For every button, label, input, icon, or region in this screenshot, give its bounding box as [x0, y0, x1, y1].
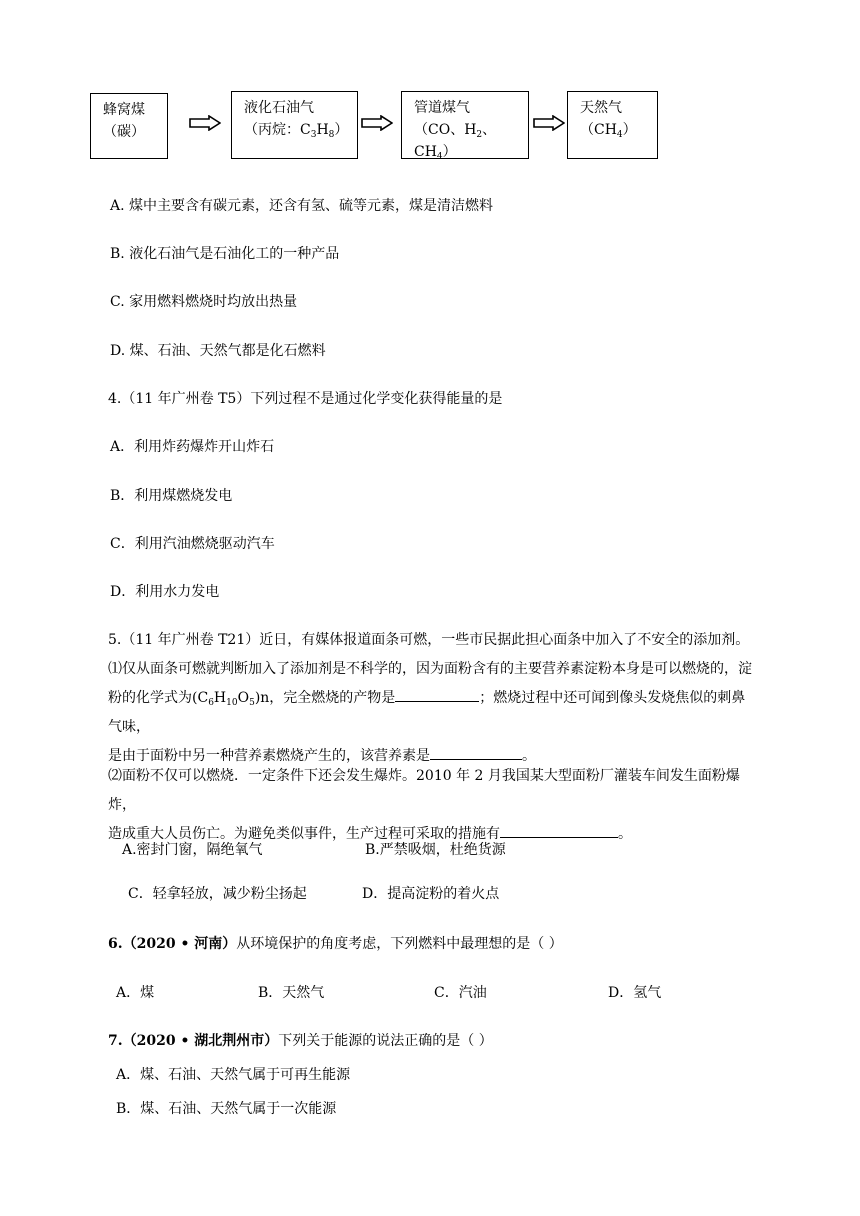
q5-part1-line2: 粉的化学式为$(C_6H_{10}O_5)n$，完全燃烧的产物是 ；燃烧过程中还可闻到像头发烧焦似的刺鼻气味，: [108, 684, 758, 742]
q5-part2-line1: ⑵面粉不仅可以燃烧．一定条件下还会发生爆炸。2010 年 2 月我国某大型面粉厂灌装车间发生面粉爆炸，: [108, 768, 740, 813]
q7-stem: 7.（2020 • 湖北荆州市）下列关于能源的说法正确的是（ ）: [108, 1033, 493, 1049]
q6-option-a: A．煤: [116, 985, 155, 1001]
q4-stem: 4.（11 年广州卷 T5）下列过程不是通过化学变化获得能量的是: [108, 391, 503, 407]
flow-box-formula: $(CH_4)$: [580, 122, 637, 140]
answer-blank[interactable]: [430, 745, 522, 760]
q6-option-d: D．氢气: [608, 985, 662, 1001]
q3-option-d: D. 煤、石油、天然气都是化石燃料: [110, 343, 326, 359]
q5-option-b: B.严禁吸烟，杜绝货源: [365, 842, 506, 858]
flow-box-honeycomb-coal: [90, 93, 168, 159]
q3-option-a: A. 煤中主要含有碳元素，还含有氢、硫等元素，煤是清洁燃料: [110, 198, 494, 214]
q6-stem: 6.（2020 • 河南）从环境保护的角度考虑，下列燃料中最理想的是（ ）: [108, 936, 563, 952]
flow-box-pipeline-gas: [401, 91, 529, 162]
q5-option-d: D．提高淀粉的着火点: [362, 886, 500, 902]
q4-option-b: B．利用煤燃烧发电: [110, 488, 233, 504]
q5-part1-line3: 是由于面粉中另一种营养素燃烧产生的，该营养素是 。: [108, 742, 758, 771]
q5-option-c: C．轻拿轻放，减少粉尘扬起: [128, 886, 307, 902]
flow-box-title: 蜂窝煤: [103, 102, 145, 118]
flow-box-title: 管道煤气: [414, 100, 470, 116]
q4-option-c: C．利用汽油燃烧驱动汽车: [110, 536, 275, 552]
flow-box-natural-gas: [567, 91, 658, 159]
answer-blank[interactable]: [500, 823, 618, 838]
q5-part1-line1: ⑴仅从面条可燃就判断加入了添加剂是不科学的，因为面粉含有的主要营养素淀粉本身是可以燃烧的，淀: [108, 661, 752, 677]
flow-box-lpg: [231, 91, 358, 159]
q3-option-b: B. 液化石油气是石油化工的一种产品: [110, 246, 340, 262]
flow-box-formula: （丙烷：$C_3H_8$）: [244, 122, 349, 140]
q4-option-d: D．利用水力发电: [110, 584, 220, 600]
answer-blank[interactable]: [395, 687, 479, 702]
q3-option-c: C. 家用燃料燃烧时均放出热量: [110, 294, 298, 310]
flow-box-title: 天然气: [580, 100, 622, 116]
flow-box-formula: （CO、$H_2$、$CH_4$）: [414, 122, 497, 162]
q7-option-b: B．煤、石油、天然气属于一次能源: [116, 1101, 337, 1117]
q5-part1: [108, 655, 758, 771]
flow-box-formula: （碳）: [103, 124, 145, 140]
q5-part2: [108, 762, 758, 849]
q4-option-a: A．利用炸药爆炸开山炸石: [110, 439, 275, 455]
q7-option-a: A．煤、石油、天然气属于可再生能源: [116, 1067, 351, 1083]
q6-option-c: C．汽油: [434, 985, 487, 1001]
right-arrow-icon: [189, 115, 221, 131]
flow-box-title: 液化石油气: [244, 100, 314, 116]
q5-part2-line2: 造成重大人员伤亡。为避免类似事件，生产过程可采取的措施有 。: [108, 820, 758, 849]
right-arrow-icon: [533, 115, 565, 131]
q6-option-b: B．天然气: [258, 985, 325, 1001]
right-arrow-icon: [361, 115, 393, 131]
q5-option-a: A.密封门窗，隔绝氧气: [122, 842, 263, 858]
q5-stem: 5.（11 年广州卷 T21）近日，有媒体报道面条可燃，一些市民据此担心面条中加入了不安全的添加剂。: [108, 632, 750, 648]
